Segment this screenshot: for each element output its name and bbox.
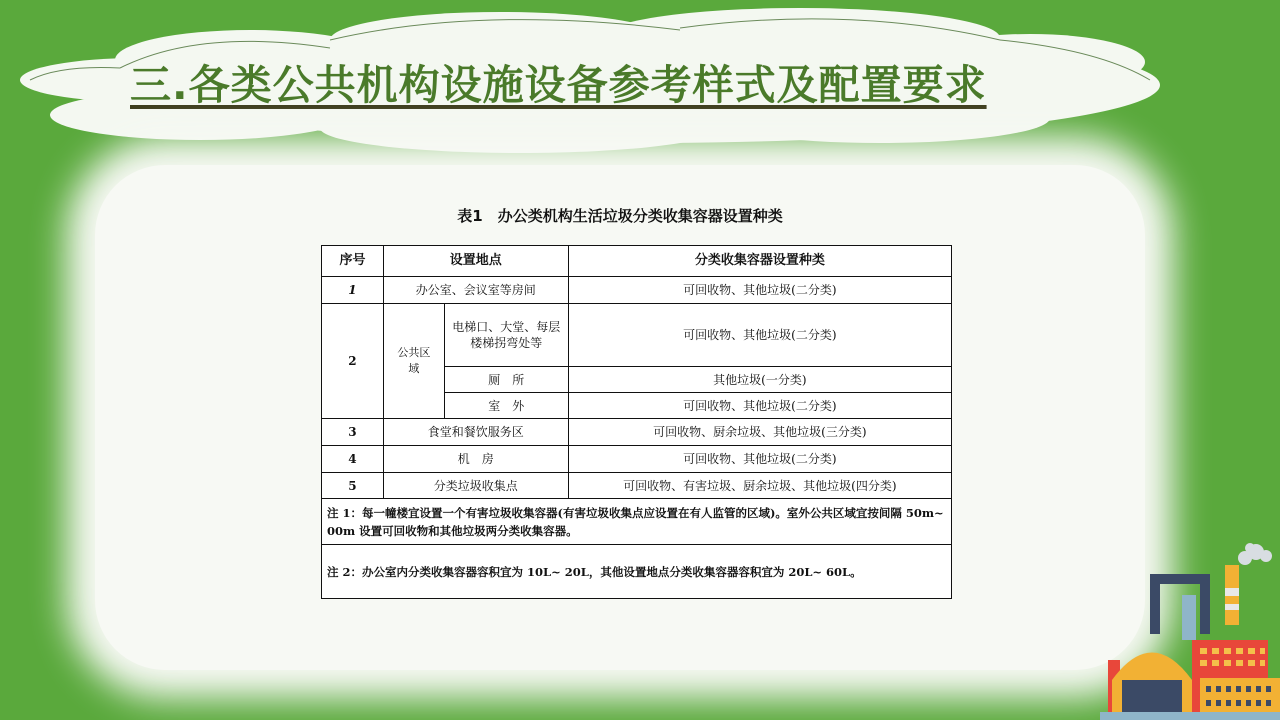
table-note-row [322,499,952,545]
row-place: 电梯口、大堂、每层楼梯拐弯处等 [444,304,568,367]
row-type: 可回收物、其他垃圾(二分类) [568,446,951,473]
note-2: 注 2：办公室内分类收集容器容积宜为 10L~ 20L，其他设置地点分类收集容器容积宜为 20L~ 60L。 [322,545,952,599]
row-no: 4 [322,446,384,473]
row-area: 公共区域 [383,304,444,419]
row-type: 其他垃圾(一分类) [568,367,951,393]
row-type: 可回收物、其他垃圾(二分类) [568,304,951,367]
table-row [322,304,952,367]
table-header-row [322,246,952,277]
page-title: 三.各类公共机构设施设备参考样式及配置要求 [130,61,987,109]
header-type: 分类收集容器设置种类 [568,246,951,277]
row-place: 分类垃圾收集点 [383,473,568,499]
row-type: 可回收物、厨余垃圾、其他垃圾(三分类) [568,419,951,446]
row-place: 办公室、会议室等房间 [383,277,568,304]
row-no: 5 [322,473,384,499]
row-type: 可回收物、其他垃圾(二分类) [568,393,951,419]
row-no: 1 [322,277,384,304]
table-row [322,446,952,473]
row-place: 机 房 [383,446,568,473]
note-1: 注 1：每一幢楼宜设置一个有害垃圾收集容器(有害垃圾收集点应设置在有人监管的区域)。室外公共区域宜按间隔 50m~ 00m 设置可回收物和其他垃圾两分类收集容器。 [322,499,952,545]
row-no: 3 [322,419,384,446]
table-row [322,419,952,446]
row-type: 可回收物、有害垃圾、厨余垃圾、其他垃圾(四分类) [568,473,951,499]
bin-type-table [321,245,952,599]
table-caption: 表1 办公类机构生活垃圾分类收集容器设置种类 [457,207,783,225]
row-place: 室 外 [444,393,568,419]
header-no: 序号 [322,246,384,277]
header-place: 设置地点 [383,246,568,277]
row-type: 可回收物、其他垃圾(二分类) [568,277,951,304]
row-place: 食堂和餐饮服务区 [383,419,568,446]
table-note-row [322,545,952,599]
table-row [322,277,952,304]
row-place: 厕 所 [444,367,568,393]
table-row [322,473,952,499]
factory-illustration [1100,540,1280,720]
row-no: 2 [322,304,384,419]
